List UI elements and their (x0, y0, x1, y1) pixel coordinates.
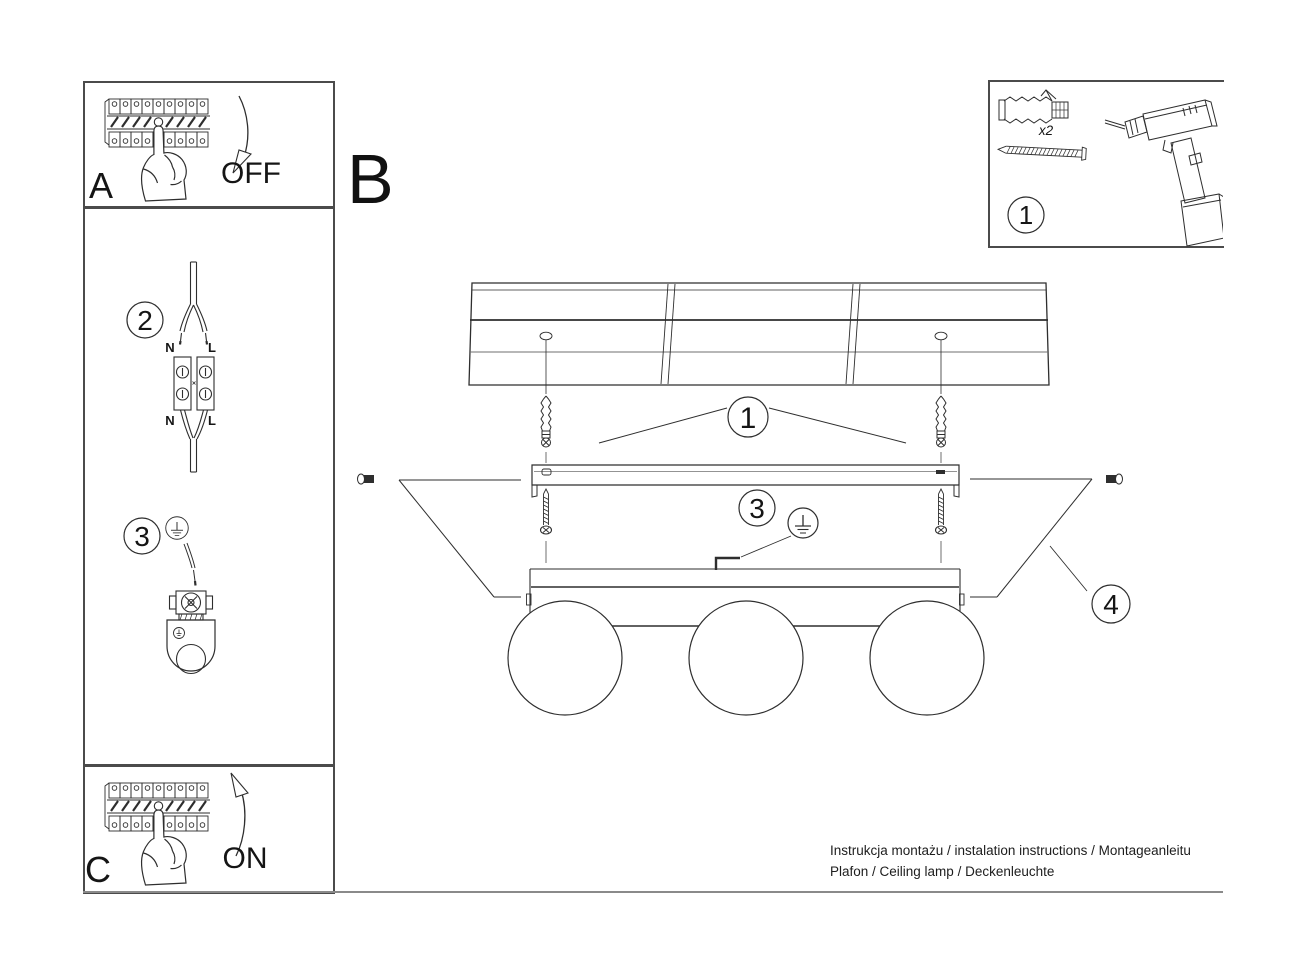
mounting-screw-icon (936, 489, 947, 534)
bottom-rule (83, 891, 1223, 893)
callout-anchors (599, 397, 906, 443)
step-3-number: 3 (134, 521, 150, 552)
ceiling-planks-drawing (469, 283, 1049, 394)
screw-drawing (998, 143, 1087, 161)
footer-line-1: Instrukcja montażu / instalation instructions / Montageanleitu (830, 843, 1191, 858)
assembly-diagram (340, 255, 1230, 775)
step-2-number: 2 (137, 305, 153, 336)
panel-c-label: C (85, 849, 111, 890)
section-b-label: B (347, 140, 394, 218)
panel-a-label: A (88, 165, 114, 206)
pointing-hand-icon (142, 810, 187, 885)
footer-line-2: Plafon / Ceiling lamp / Deckenleuchte (830, 864, 1055, 879)
step-grounding-drawing (124, 517, 215, 674)
ground-symbol-icon (166, 517, 189, 540)
ground-wire-hook (716, 558, 740, 570)
callout-side-screws-number: 4 (1103, 589, 1119, 620)
wall-plug-drawing (999, 90, 1068, 123)
terminal-block-drawing (174, 357, 214, 410)
side-screw-icon (364, 475, 374, 483)
footer-text (830, 840, 1224, 882)
drill-drawing (1105, 100, 1223, 246)
side-screw-icon (1106, 475, 1116, 483)
terminal-l-top: L (208, 340, 216, 355)
callout-ground (716, 490, 818, 570)
lamp-cable-drawing (181, 410, 208, 472)
supply-cable-drawing (180, 262, 207, 345)
callout-ground-number: 3 (749, 493, 765, 524)
wall-anchor-icon (936, 396, 946, 447)
ground-terminal-drawing (170, 591, 213, 620)
panel-power-off-drawing (83, 81, 335, 207)
mounting-bar-drawing (532, 465, 959, 497)
terminal-n-bottom: N (165, 413, 175, 428)
callout-anchors-number: 1 (739, 402, 757, 435)
panel-1-number: 1 (1018, 200, 1034, 230)
wall-anchor-icon (541, 396, 551, 447)
glass-globes-drawing (508, 601, 984, 715)
terminal-n-top: N (165, 340, 175, 355)
wiring-steps-drawing (83, 207, 335, 766)
pointing-hand-icon (142, 126, 187, 201)
ground-wire-drawing (184, 543, 196, 586)
ground-symbol-icon (788, 508, 818, 538)
panel-a-state: OFF (221, 157, 281, 190)
anchor-quantity: x2 (1038, 123, 1054, 138)
panel-c-state: ON (222, 842, 268, 875)
terminal-l-bottom: L (208, 413, 216, 428)
panel-power-on-drawing (83, 765, 335, 893)
step-wiring-drawing (127, 262, 216, 472)
mounting-screw-icon (541, 489, 552, 534)
mounting-bracket-drawing (167, 620, 215, 674)
panel-tools-drawing (988, 80, 1223, 247)
